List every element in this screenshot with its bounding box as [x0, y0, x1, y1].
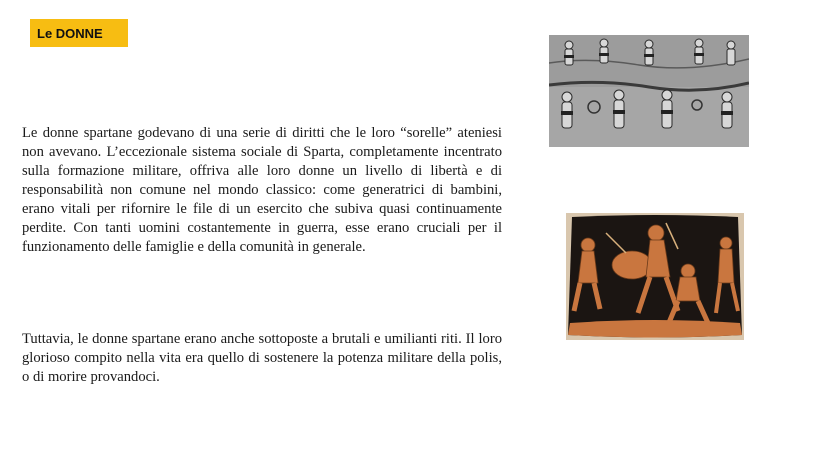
vase-warriors-image [566, 213, 744, 340]
paragraph-rituals: Tuttavia, le donne spartane erano anche sottoposte a brutali e umilianti riti. Il loro glorioso compito nella vita era quello di sostenere la potenza militare della polis, o di morire provandoci. [22, 331, 502, 385]
slide-title: Le DONNE [37, 25, 103, 41]
slide-title-badge [30, 19, 128, 47]
mosaic-athletes-image [549, 35, 749, 147]
paragraph-rights: Le donne spartane godevano di una serie di diritti che le loro “sorelle” ateniesi non avevano. L’eccezionale sistema sociale di Sparta, completamente incentrato sulla formazione militare, offriva alle loro donne un livello di libertà e di responsabilità non comune nel mondo classico: come generatrici di bambini, erano vitali per rifornire le file di un esercito che subiva quasi continuamente perdite. Con tanti uomini costantemente in guerra, esse erano cruciali per il funzionamento delle famiglie e della comunità in generale. [22, 125, 502, 255]
